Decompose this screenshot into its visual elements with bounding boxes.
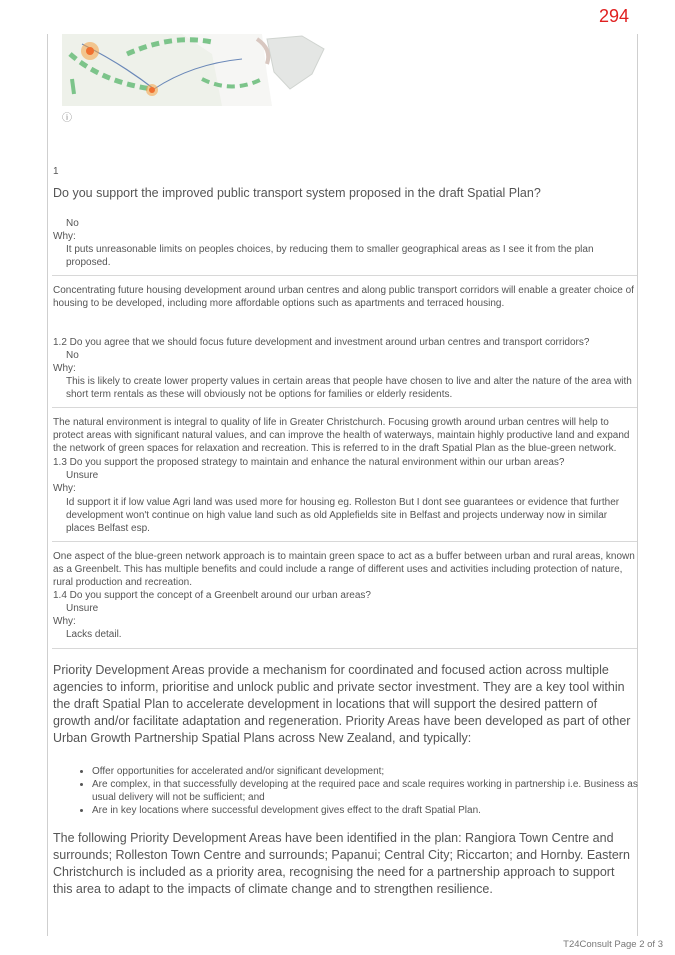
question-1-3-why-text: Id support it if low value Agri land was used more for housing eg. Rolleston But I dont see guarantees or evidence that further development won't continue on high value land such as old Applefields site in Belfast and projects underway now in similar places Belfast esp. [66, 497, 620, 534]
question-1-2-why-label: Why: [53, 363, 76, 374]
question-1-2-text: 1.2 Do you agree that we should focus future development and investment around urban centres and transport corridors? [53, 337, 590, 348]
list-item: • Offer opportunities for accelerated and/or significant development; [92, 765, 659, 778]
spatial-plan-map-image [62, 34, 332, 106]
priority-development-paragraph: Priority Development Areas provide a mechanism for coordinated and focused action across multiple agencies to inform, prioritise and unlock public and private sector investment. They are a key tool within the draft Spatial Plan to accelerate development in locations that will support the desired pattern of growth and/or facilitate adaptation and regeneration. Priority Areas have been developed as part of other Urban Growth Partnership Spatial Plans across New Zealand, and typically: [53, 663, 631, 745]
question-1-text: Do you support the improved public transport system proposed in the draft Spatial Plan? [53, 186, 541, 200]
question-1-4-why-text: Lacks detail. [66, 629, 122, 640]
question-1-why-label: Why: [53, 231, 76, 242]
page-number: 294 [598, 6, 629, 26]
page-footer: T24Consult Page 2 of 3 [563, 939, 663, 950]
divider [52, 648, 637, 649]
divider [52, 541, 637, 542]
question-number: 1 [53, 166, 59, 177]
question-1-4-why-label: Why: [53, 616, 76, 627]
question-1-4-answer: Unsure [66, 603, 99, 614]
priority-areas-paragraph: The following Priority Development Areas have been identified in the plan: Rangiora Town Centre and surrounds; Rolleston Town Centre and surrounds; Papanui; Central City; Riccarton; and Hornby. Eastern Christchurch is included as a priority area, recognising the need for a partnership approach to support this area to adapt to the impacts of climate change and to strengthen resilience. [53, 831, 630, 896]
priority-criteria-list [70, 765, 659, 817]
question-1-4-text: 1.4 Do you support the concept of a Greenbelt around our urban areas? [53, 590, 371, 601]
north-arrow-icon: ⓘ [62, 113, 72, 124]
list-item: • Are complex, in that successfully developing at the required pace and scale requires working in partnership i.e. Business as usual delivery will not be sufficient; and [92, 778, 659, 804]
divider [52, 407, 637, 408]
divider [52, 275, 637, 276]
question-1-3-why-label: Why: [53, 483, 76, 494]
question-1-2-answer: No [66, 350, 79, 361]
question-1-3-text: 1.3 Do you support the proposed strategy to maintain and enhance the natural environment within our urban areas? [53, 457, 565, 468]
list-item: • Are in key locations where successful development gives effect to the draft Spatial Plan. [92, 804, 659, 817]
intro-1-4: One aspect of the blue-green network approach is to maintain green space to act as a buffer between urban and rural areas, known as a Greenbelt. This has multiple benefits and could include a range of different uses and activities including protection of nature, rural production and recreation. [53, 551, 635, 588]
question-1-3-answer: Unsure [66, 470, 99, 481]
question-1-why-text: It puts unreasonable limits on peoples choices, by reducing them to smaller geographical areas as I see it from the plan proposed. [66, 244, 594, 268]
question-1-2-why-text: This is likely to create lower property values in certain areas that people have chosen to live and alter the nature of the area with short term rentals as these will obviously not be options for families or elderly residents. [66, 376, 632, 400]
intro-1-2: Concentrating future housing development around urban centres and along public transport corridors will enable a greater choice of housing to be developed, including more affordable options such as apartments and terraced housing. [53, 285, 634, 309]
question-1-answer: No [66, 218, 79, 229]
intro-1-3: The natural environment is integral to quality of life in Greater Christchurch. Focusing growth around urban centres will help to protect areas with significant natural values, and can improve the health of waterways, maintain highly productive land and expand the network of green spaces for relaxation and recreation. This is referred to in the draft Spatial Plan as the blue-green network. [53, 417, 630, 454]
left-border [47, 34, 48, 936]
